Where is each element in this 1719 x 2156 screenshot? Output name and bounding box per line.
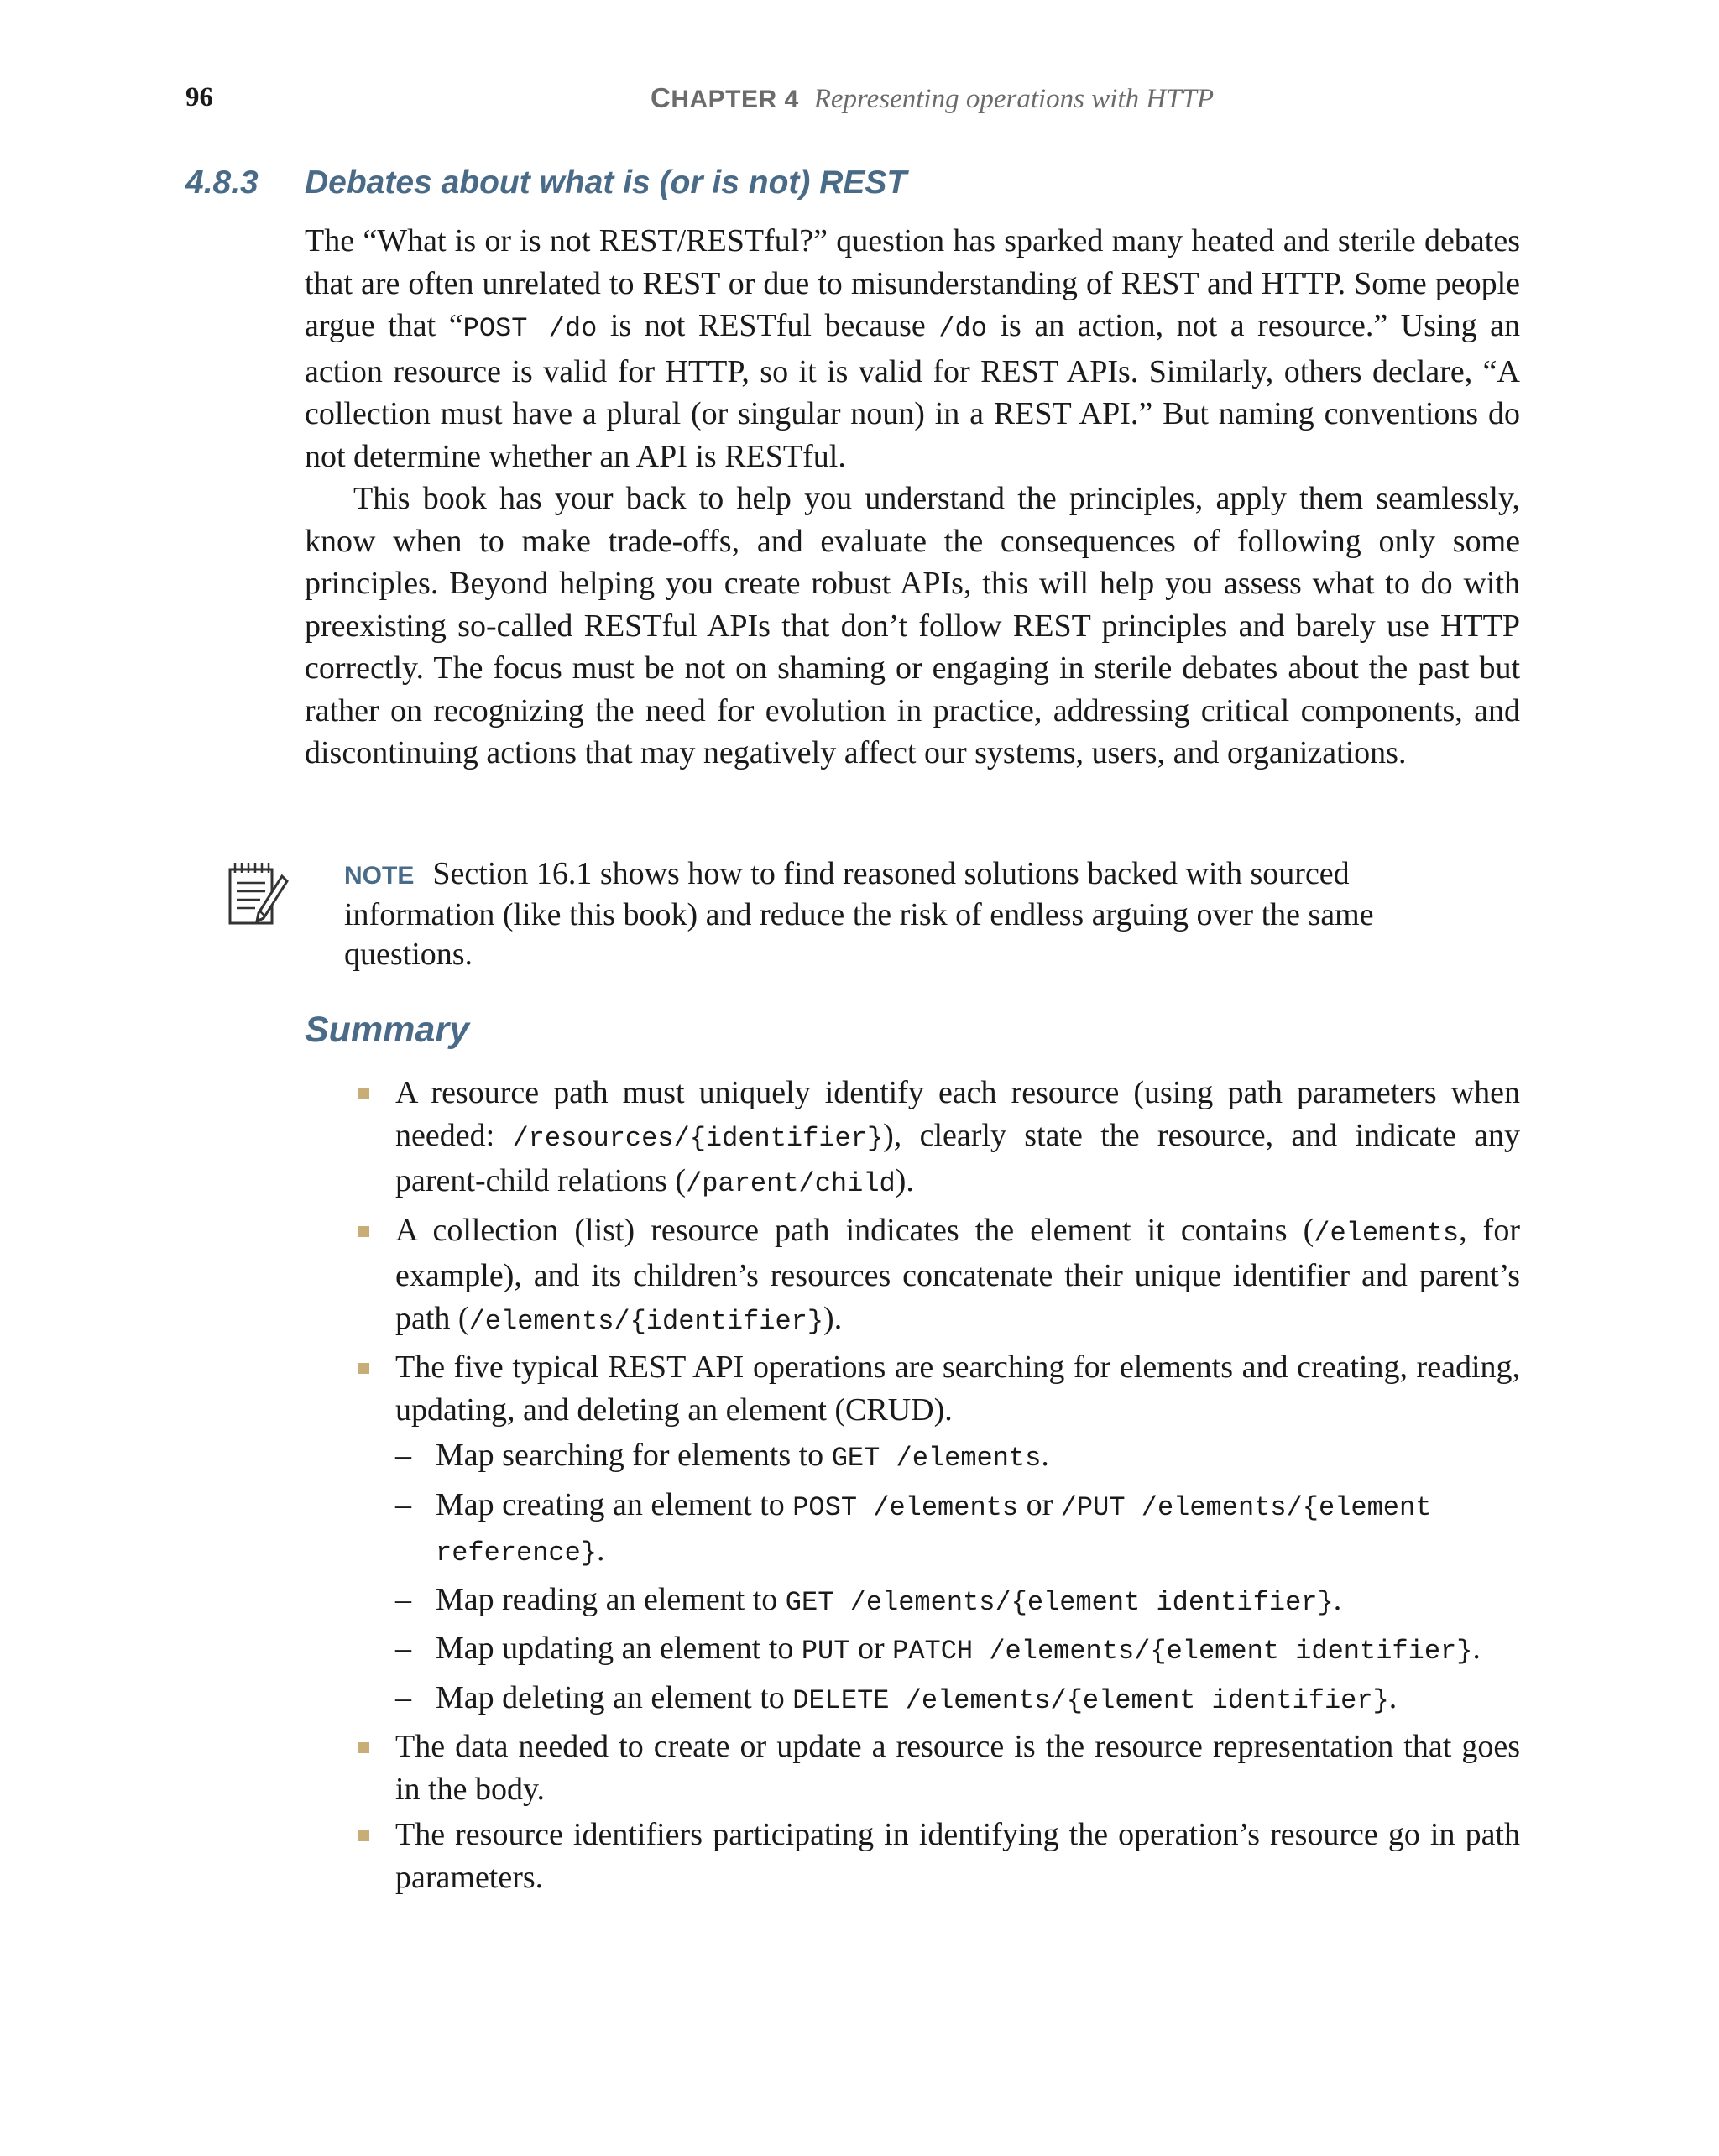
list-item: A resource path must uniquely identify each resource (using path parameters when needed: /resources/{identifier}), clearly state the resource, and indicate any parent-child relations (/parent/child). [305,1072,1520,1206]
sub-list-item: – Map creating an element to POST /elements or /PUT /elements/{element reference}. [395,1484,1520,1575]
sub-list-item: – Map deleting an element to DELETE /elements/{element identifier}. [395,1677,1520,1723]
dash-mark: – [395,1486,411,1522]
section-title: Debates about what is (or is not) REST [305,164,907,201]
summary-heading: Summary [305,1010,469,1050]
chapter-label: CHAPTER 4 [651,82,799,113]
inline-code: PATCH /elements/{element identifier} [892,1636,1473,1667]
sub-list-item: – Map reading an element to GET /elements/{element identifier}. [395,1579,1520,1625]
list-item: A collection (list) resource path indicates the element it contains (/elements, for example), and its children’s resources concatenate their unique identifier and parent’s path (/elements/{identifier}). [305,1209,1520,1344]
chapter-title: Representing operations with HTTP [813,84,1215,114]
inline-code: /resources/{identifier} [512,1122,884,1154]
running-head [651,82,1214,115]
inline-code: GET /elements [831,1443,1042,1474]
bullet-square-icon [358,1830,369,1841]
running-header [0,82,1719,119]
body-paragraphs [305,220,1520,775]
paragraph: This book has your back to help you understand the principles, apply them seamlessly, know when to make trade-offs, and evaluate the consequences of following only some principles. Beyond helping you create robust APIs, this will help you assess what to do with preexisting so-called RESTful APIs that don’t follow REST principles and barely use HTTP correctly. The focus must be not on shaming or engaging in sterile debates about the past but rather on recognizing the need for evolution in practice, addressing critical components, and discontinuing actions that may negatively affect our systems, users, and organizations. [305,481,1520,770]
note-text: NOTE Section 16.1 shows how to find reasoned solutions backed with sourced information (like this book) and reduce the risk of endless arguing over the same questions. [344,856,1374,972]
list-item: The resource identifiers participating in identifying the operation’s resource go in path parameters. [305,1814,1520,1898]
dash-mark: – [395,1438,411,1473]
sub-list-item: – Map searching for elements to GET /elements. [395,1434,1520,1480]
dash-mark: – [395,1631,411,1666]
sub-list-item: – Map updating an element to PUT or PATCH /elements/{element identifier}. [395,1627,1520,1673]
sub-list [395,1434,1520,1722]
inline-code: GET /elements/{element identifier} [785,1586,1334,1618]
section-number: 4.8.3 [185,164,259,201]
note-pad-pencil-icon [227,859,290,933]
note-label: NOTE [344,862,415,890]
bullet-square-icon [358,1363,369,1374]
bullet-square-icon [358,1088,369,1099]
inline-code: POST /elements [792,1491,1019,1523]
inline-code: /do [938,313,987,344]
inline-code: PUT [801,1636,850,1667]
page-number: 96 [185,82,213,112]
inline-code: /parent/child [686,1168,896,1199]
dash-mark: – [395,1581,411,1617]
section-heading [185,164,1528,201]
inline-code: /elements/{identifier} [468,1305,824,1337]
inline-code: DELETE /elements/{element identifier} [792,1684,1389,1716]
paragraph: The “What is or is not REST/RESTful?” question has sparked many heated and sterile debates that are often unrelated to REST or due to misunderstanding of REST and HTTP. Some people argue that “POST /do is not RESTful because /do is an action, not a resource.” Using an action resource is valid for HTTP, so it is valid for REST APIs. Similarly, others declare, “A collection must have a plural (or singular noun) in a REST API.” But naming conventions do not determine whether an API is RESTful. [305,223,1520,474]
list-item: The five typical REST API operations are searching for elements and creating, reading, updating, and deleting an element (CRUD). – Map searching for elements to GET /elements. – Map creating an element to POST /elements or /PUT /elements/{element reference}. – Map reading an element to GET /elements/{element identifier}. – Map updating an element to PUT or PATCH /elements/{element identifier}. – Map deleting an element to DELETE /elements/{element identifier}. [305,1346,1520,1722]
inline-code: /PUT /elements/{element reference} [436,1491,1432,1569]
dash-mark: – [395,1679,411,1715]
inline-code: POST /do [462,313,598,344]
bullet-square-icon [358,1226,369,1237]
inline-code: /elements [1314,1217,1460,1249]
summary-list [305,1072,1520,1902]
bullet-square-icon [358,1742,369,1753]
list-item: The data needed to create or update a resource is the resource representation that goes in the body. [305,1725,1520,1810]
